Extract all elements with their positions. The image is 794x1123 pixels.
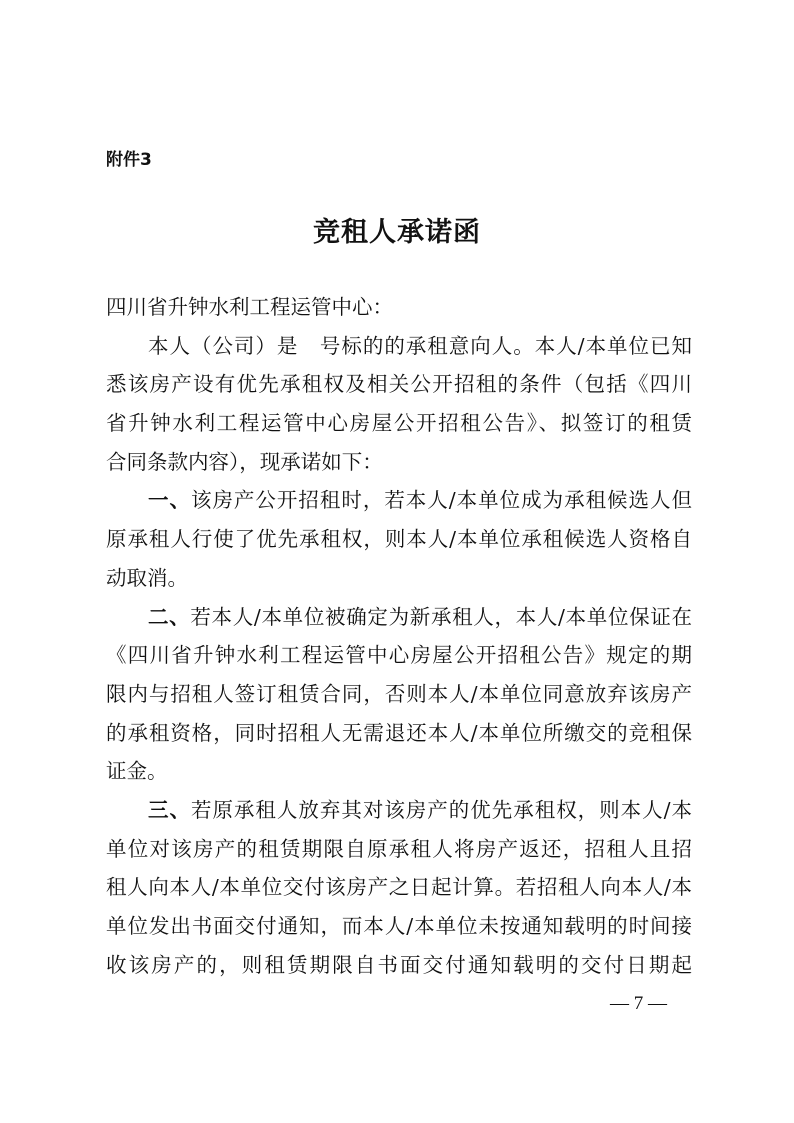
text-line — [106, 404, 692, 443]
line-text: 原承租人行使了优先承租权，则本人/本单位承租候选人资格自 — [106, 527, 692, 552]
line-text: 悉该房产设有优先承租权及相关公开招租的条件（包括《四川 — [106, 372, 692, 397]
line-text: 的承租资格，同时招租人无需退还本人/本单位所缴交的竞租保 — [106, 720, 692, 745]
line-text: 合同条款内容），现承诺如下： — [106, 449, 383, 474]
clause-number: 一、 — [148, 488, 191, 513]
clause-number: 二、 — [148, 604, 191, 629]
text-line — [106, 946, 692, 985]
text-line — [106, 636, 692, 675]
text-line — [106, 559, 692, 598]
text-line — [106, 365, 692, 404]
text-line — [106, 520, 692, 559]
clause-number: 三、 — [148, 797, 191, 822]
line-text: 动取消。 — [106, 565, 188, 590]
page-number: — 7 — — [610, 993, 667, 1014]
line-text: 若本人/本单位被确定为新承租人，本人/本单位保证在 — [190, 604, 692, 629]
text-line — [106, 791, 692, 830]
line-text: 单位发出书面交付通知，而本人/本单位未按通知载明的时间接 — [106, 914, 692, 938]
text-line — [106, 714, 692, 753]
line-text: 省升钟水利工程运管中心房屋公开招租公告》、拟签订的租赁 — [106, 411, 692, 436]
line-text: 限内与招租人签订租赁合同，否则本人/本单位同意放弃该房产 — [106, 681, 692, 706]
line-text: 证金。 — [106, 759, 168, 784]
text-line — [106, 830, 692, 869]
line-text: 单位对该房产的租赁期限自原承租人将房产返还，招租人且招 — [106, 836, 692, 861]
text-line — [106, 675, 692, 714]
line-text: 本人（公司）是 号标的的承租意向人。本人/本单位已知 — [148, 333, 692, 358]
line-text: 四川省升钟水利工程运管中心： — [106, 295, 393, 319]
line-text: 若原承租人放弃其对该房产的优先承租权，则本人/本 — [190, 797, 692, 822]
document-title: 竞租人承诺函 — [313, 217, 481, 248]
text-line — [106, 443, 692, 482]
line-text: 租人向本人/本单位交付该房产之日起计算。若招租人向本人/本 — [106, 875, 692, 900]
document-body — [106, 288, 692, 984]
line-text: 收该房产的，则租赁期限自书面交付通知载明的交付日期起 — [106, 952, 692, 977]
text-line — [106, 598, 692, 637]
text-line — [106, 288, 692, 327]
text-line — [106, 481, 692, 520]
text-line — [106, 868, 692, 907]
text-line — [106, 752, 692, 791]
text-line — [106, 907, 692, 946]
text-line — [106, 327, 692, 366]
line-text: 《四川省升钟水利工程运管中心房屋公开招租公告》规定的期 — [106, 643, 692, 668]
line-text: 该房产公开招租时，若本人/本单位成为承租候选人但 — [190, 488, 692, 513]
attachment-label: 附件3 — [106, 150, 152, 170]
